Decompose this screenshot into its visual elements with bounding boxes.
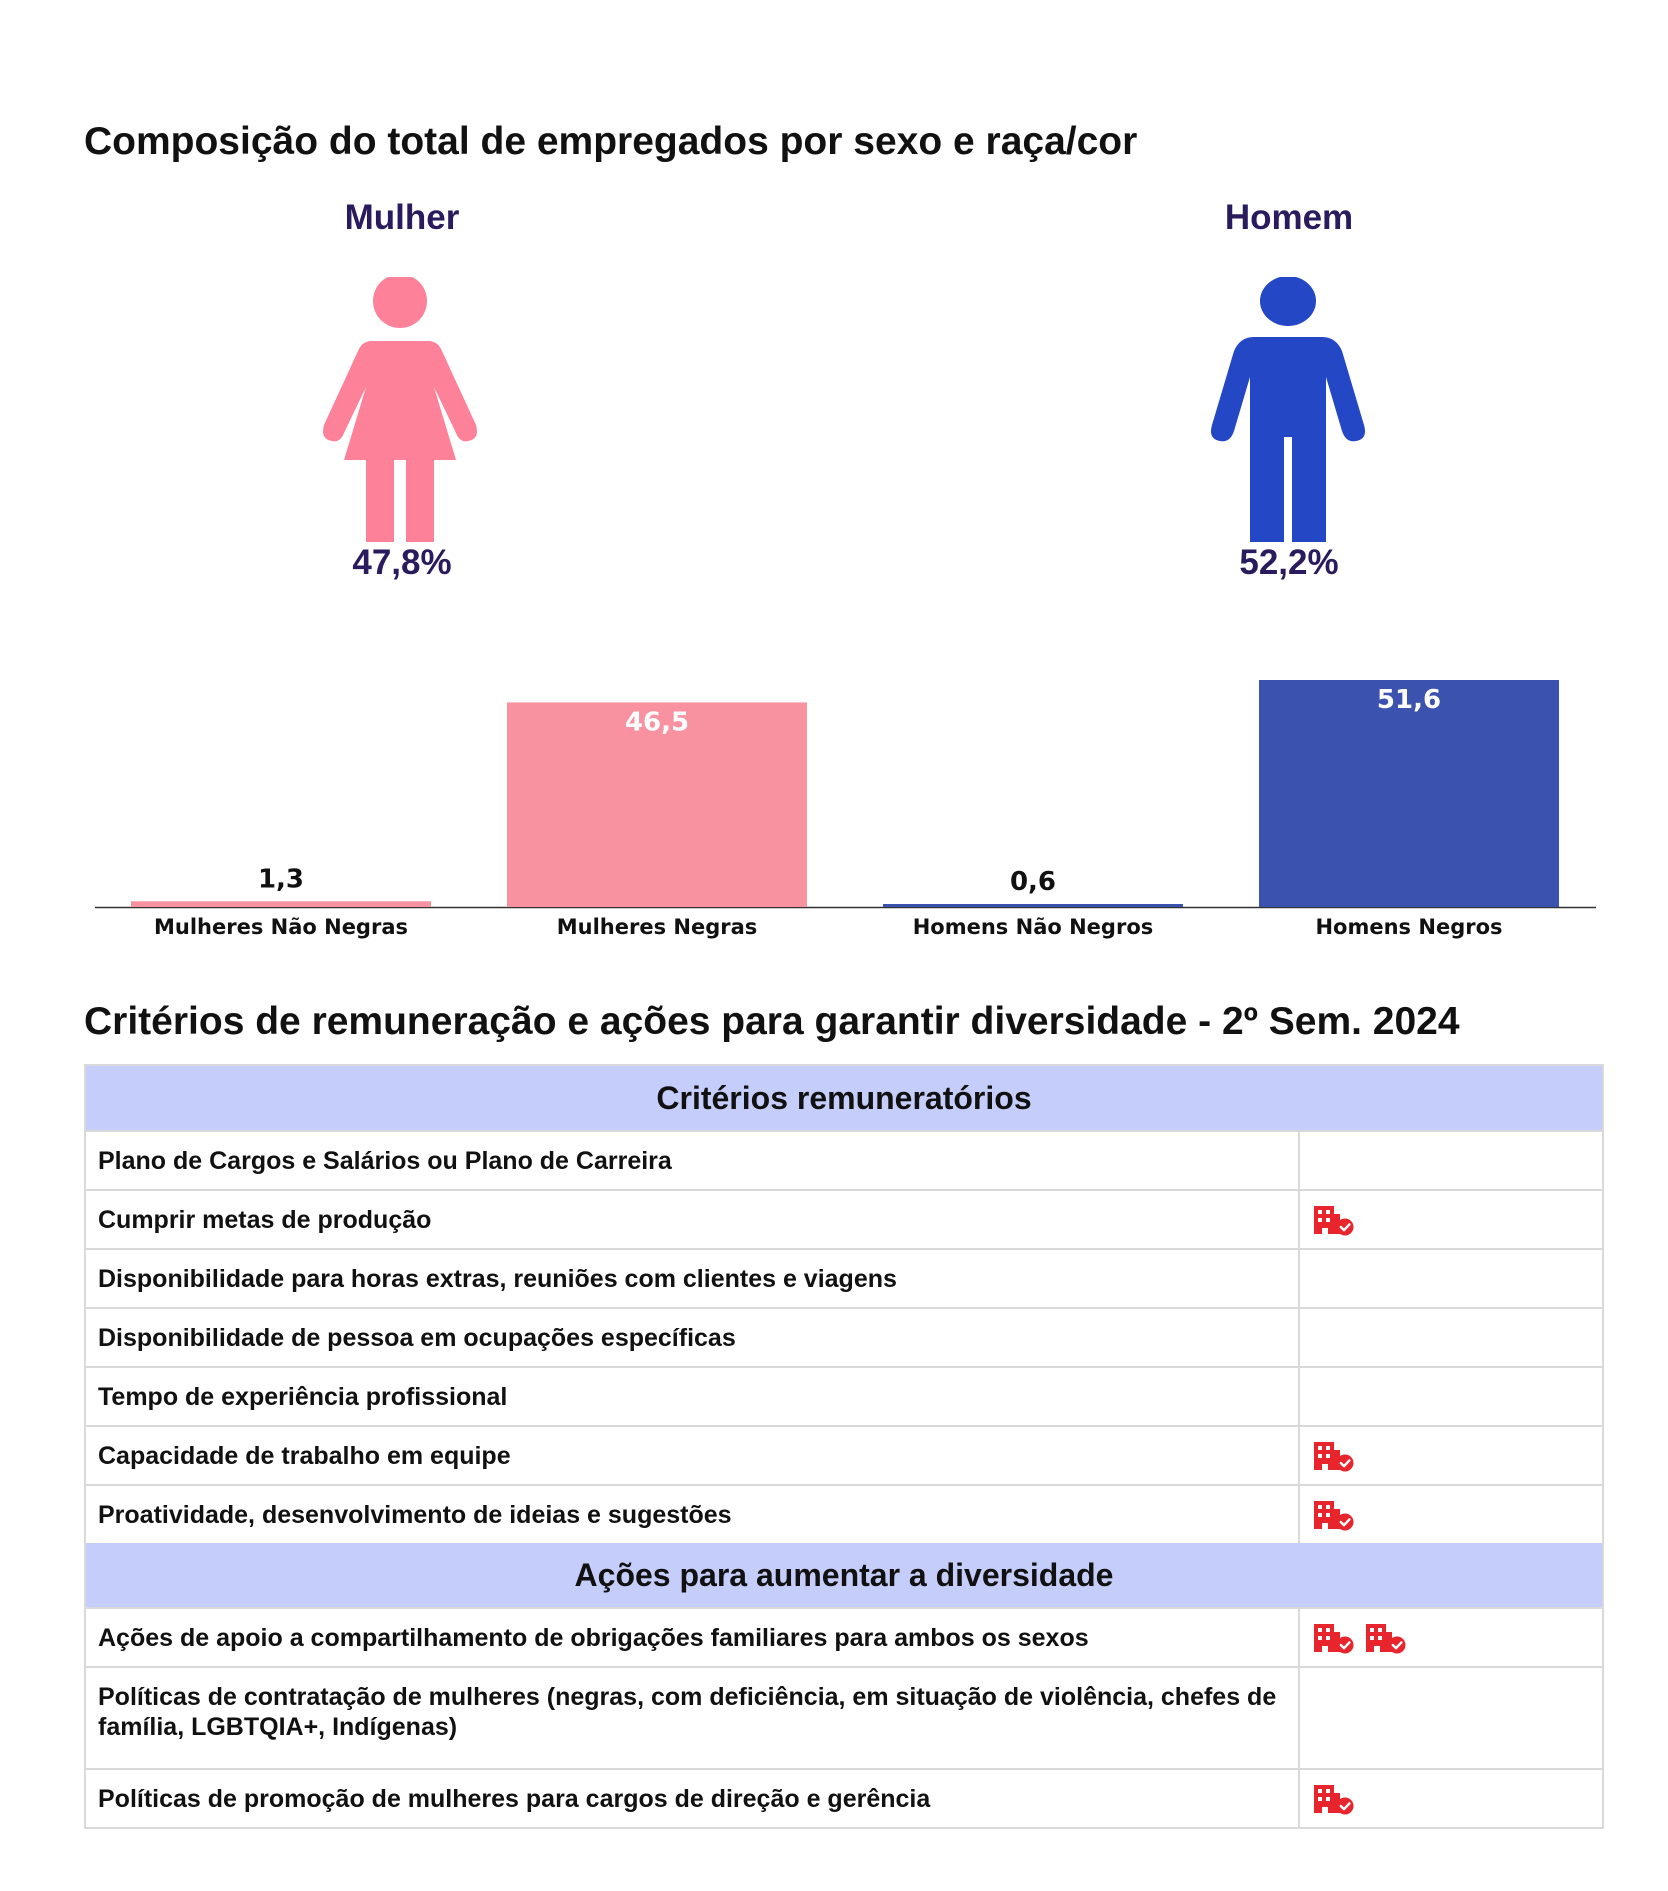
row-indicator-cell [1300,1427,1602,1484]
bar-value-label-3: 0,6 [1009,867,1057,897]
section-header-diversity: Ações para aumentar a diversidade [86,1543,1602,1609]
row-indicator-cell [1300,1486,1602,1543]
criteria-rows [86,1132,1602,1543]
section-header-criteria: Critérios remuneratórios [86,1066,1602,1132]
table-row [86,1427,1602,1486]
building-check-icon [1312,1622,1356,1654]
row-label: Disponibilidade para horas extras, reuniões com clientes e viagens [86,1250,1300,1307]
bar-3 [883,904,1183,907]
row-indicator-cell [1300,1770,1602,1827]
row-label: Capacidade de trabalho em equipe [86,1427,1300,1484]
building-check-icon [1312,1783,1356,1815]
diversity-rows [86,1609,1602,1827]
row-indicator-cell [1300,1132,1602,1189]
table-row [86,1770,1602,1827]
table-row [86,1668,1602,1770]
x-tick-label-4: Homens Negros [1315,915,1503,939]
table-row [86,1250,1602,1309]
row-label: Disponibilidade de pessoa em ocupações específicas [86,1309,1300,1366]
female-percent: 47,8% [352,543,452,582]
building-check-icon [1312,1204,1356,1236]
table-row [86,1609,1602,1668]
bar-value-label-2: 46,5 [624,707,690,738]
table-row [86,1368,1602,1427]
building-check-icon [1312,1499,1356,1531]
row-label: Plano de Cargos e Salários ou Plano de Carreira [86,1132,1300,1189]
row-indicator-cell [1300,1309,1602,1366]
man-icon [1208,277,1368,542]
x-tick-label-3: Homens Não Negros [912,915,1154,939]
row-label: Cumprir metas de produção [86,1191,1300,1248]
row-indicator-cell [1300,1609,1602,1666]
building-check-icon [1312,1440,1356,1472]
table-row [86,1309,1602,1368]
bar-value-label-4: 51,6 [1376,685,1442,715]
table-row [86,1132,1602,1191]
row-label: Ações de apoio a compartilhamento de obrigações familiares para ambos os sexos [86,1609,1300,1666]
criteria-title: Critérios de remuneração e ações para garantir diversidade - 2º Sem. 2024 [84,1000,1460,1043]
row-label: Políticas de contratação de mulheres (negras, com deficiência, em situação de violência, chefes de família, LGBTQIA+, Indígenas) [86,1668,1300,1768]
row-indicator-cell [1300,1368,1602,1425]
woman-icon [320,277,480,542]
row-indicator-cell [1300,1191,1602,1248]
building-check-icon [1364,1622,1408,1654]
male-percent: 52,2% [1239,543,1339,582]
row-label: Tempo de experiência profissional [86,1368,1300,1425]
criteria-table [84,1064,1604,1829]
bar-value-label-1: 1,3 [257,864,305,895]
row-indicator-cell [1300,1250,1602,1307]
bar-chart [0,640,1668,950]
female-label: Mulher [344,198,460,237]
row-label: Políticas de promoção de mulheres para cargos de direção e gerência [86,1770,1300,1827]
table-row [86,1486,1602,1543]
x-tick-label-2: Mulheres Negras [556,915,758,939]
composition-title: Composição do total de empregados por sexo e raça/cor [84,120,1138,163]
row-label: Proatividade, desenvolvimento de ideias e sugestões [86,1486,1300,1543]
bar-1 [131,901,431,907]
row-indicator-cell [1300,1668,1602,1768]
x-tick-label-1: Mulheres Não Negras [153,915,409,939]
male-label: Homem [1224,198,1354,237]
table-row [86,1191,1602,1250]
